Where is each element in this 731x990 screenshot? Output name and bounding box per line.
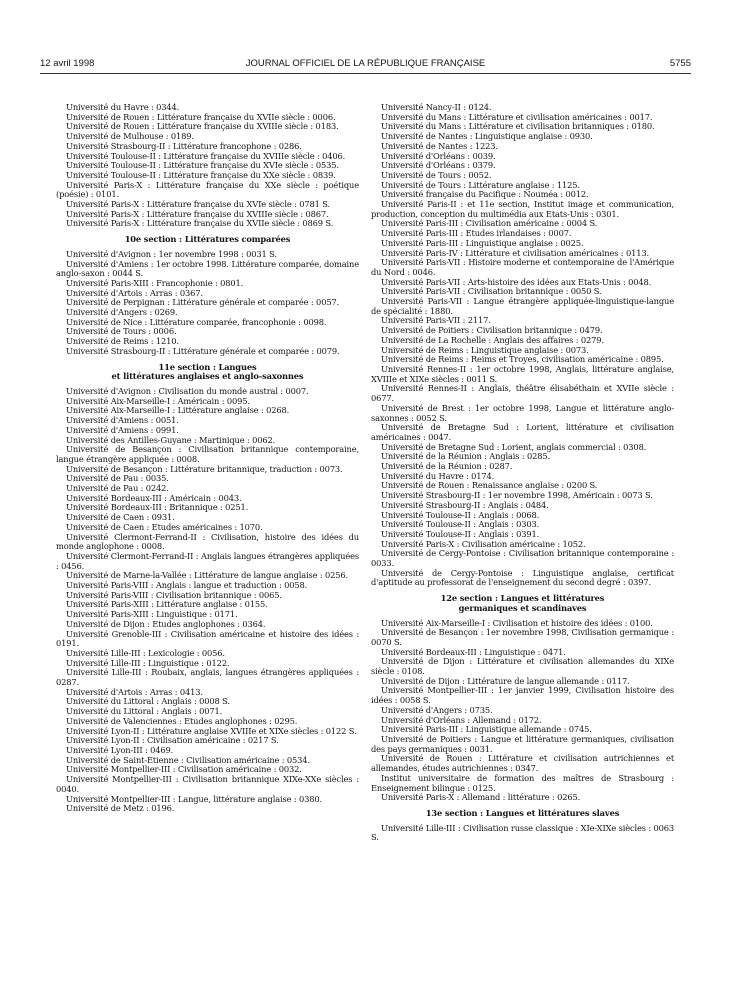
list-item: Université Paris-XIII : Francophonie : 0801. (66, 277, 244, 288)
list-item: Université Paris-IV : Littérature et civilisation américaines : 0113. (381, 247, 649, 258)
list-item: Université d'Orléans : 0379. (381, 160, 496, 171)
list-item: Université française du Pacifique : Nouméa : 0012. (381, 189, 589, 200)
right-column (371, 103, 674, 843)
page-header (40, 58, 691, 72)
list-item: Université Paris-III : Linguistique anglaise : 0025. (381, 237, 584, 248)
list-item: Université Montpellier-III : 1er janvier 1999, Civilisation histoire des idées : 0058 S. (371, 685, 674, 706)
section-heading (371, 594, 674, 613)
list-item: Université de Caen : Etudes américaines : 1070. (66, 521, 263, 532)
list-item: Université Bordeaux-III : Américain : 0043. (66, 492, 242, 503)
list-item: Université d'Orléans : Allemand : 0172. (381, 714, 542, 725)
list-item: Université de Reims : 1210. (66, 336, 179, 347)
list-item: Université Aix-Marseille-I : Littérature anglaise : 0268. (66, 405, 290, 416)
list-item: Université Rennes-II : 1er octobre 1998, Anglais, littérature anglaise, XVIIIe et XIXe siècles : 0011 S. (371, 363, 674, 384)
section-heading (56, 363, 359, 382)
list-item: Université de Bretagne Sud : Lorient, anglais commercial : 0308. (381, 441, 647, 452)
list-item: Université Paris-X : Allemand : littérature : 0265. (381, 792, 581, 803)
list-item: Université Lyon-II : Littérature anglaise XVIIIe et XIXe siècles : 0122 S. (66, 725, 357, 736)
list-item: Université de Brest : 1er octobre 1998, Langue et littérature anglo-saxonnes : 0052 S. (371, 402, 674, 423)
list-item: Université de Rouen : Littérature et civilisation autrichiennes et allemandes, études autrichiennes : 0347. (371, 753, 674, 774)
list-item: Université de Tours : 0006. (66, 326, 177, 337)
list-item: Université de Mulhouse : 0189. (66, 131, 194, 142)
list-item: Université Montpellier-III : Civilisation britannique XIXe-XXe siècles : 0040. (56, 774, 359, 794)
list-item: Université Paris-XIII : Linguistique : 0171. (66, 609, 238, 620)
header-page-number: 5755 (669, 58, 691, 69)
list-item: Université Lyon-III : 0469. (66, 745, 174, 755)
list-item: Université de La Rochelle : Anglais des affaires : 0279. (381, 334, 604, 345)
list-item: Université Toulouse-II : Littérature française du XVIe siècle : 0535. (66, 160, 339, 171)
list-item: Université Paris-VII : Arts-histoire des idées aux Etats-Unis : 0048. (381, 276, 652, 287)
list-item: Université Paris-X : Littérature française du XXe siècle : poétique (poésie) : 0101. (56, 179, 359, 200)
list-item: Université de Besançon : Civilisation britannique contemporaine, langue étrangère appliquée : 0008. (56, 444, 359, 464)
list-item: Université de Pau : 0035. (66, 473, 169, 484)
header-date: 12 avril 1998 (40, 58, 95, 69)
list-item: Université Paris-VII : Histoire moderne et contemporaine de l'Amérique du Nord : 0046. (371, 257, 674, 277)
list-item: Université de Nantes : Linguistique anglaise : 0930. (381, 131, 593, 142)
list-item: Université du Littoral : Anglais : 0071. (66, 706, 223, 717)
list-item: Université Paris-VIII : Civilisation britannique : 0065. (66, 589, 282, 600)
list-item: Université de Poitiers : Civilisation britannique : 0479. (381, 325, 603, 336)
list-item: Université Toulouse-II : Anglais : 0391. (381, 528, 540, 539)
list-item: Université de Rouen : Littérature française du XVIIe siècle : 0006. (66, 111, 336, 122)
list-item: Université Strasbourg-II : Littérature générale et comparée : 0079. (66, 345, 340, 356)
list-item: Institut universitaire de formation des maîtres de Strasbourg : Enseignement bilingue : 0125. (371, 772, 674, 793)
list-item: Université d'Amiens : 0051. (66, 415, 179, 426)
list-item: Université Strasbourg-II : 1er novembre 1998, Américain : 0073 S. (381, 490, 653, 501)
list-item: Université Montpellier-III : Langue, littérature anglaise : 0380. (66, 793, 323, 804)
list-item: Université Lille-III : Lexicologie : 0056. (66, 647, 225, 658)
list-item: Université Bordeaux-III : Linguistique : 0471. (381, 646, 566, 657)
list-item: Université Bordeaux-III : Britannique : 0251. (66, 502, 249, 513)
list-item: Université Strasbourg-II : Anglais : 0484. (381, 499, 549, 510)
list-item: Université Montpellier-III : Civilisation américaine : 0032. (66, 764, 302, 775)
header-rule (40, 73, 691, 74)
list-item: Université de Nice : Littérature comparée, francophonie : 0098. (66, 316, 327, 327)
list-item: Université de Dijon : Littérature de langue allemande : 0117. (381, 675, 630, 686)
list-item: Université Paris-II : et 11e section, Institut image et communication, production, conception du multimédia aux Etats-Unis : 0301. (371, 199, 674, 219)
list-item: Université d'Amiens : 0991. (66, 424, 179, 435)
list-item: Université de Rouen : Renaissance anglaise : 0200 S. (381, 480, 598, 491)
list-item: Université Lille-III : Civilisation russe classique : XIe-XIXe siècles : 0063 S. (371, 822, 674, 843)
list-item: Université Paris-III : Etudes irlandaises : 0007. (381, 228, 572, 239)
list-item: Université Toulouse-II : Anglais : 0068. (381, 509, 540, 520)
list-item: Université Paris-X : Littérature française du XVIIIe siècle : 0867. (66, 208, 329, 219)
list-item: Université de Dijon : Etudes anglophones : 0364. (66, 618, 266, 629)
list-item: Université du Havre : 0174. (381, 470, 495, 481)
list-item: Université Paris-VII : Langue étrangère appliquée-linguistique-langue de spécialité : 1880. (371, 296, 674, 316)
list-item: Université de Pau : 0242. (66, 483, 169, 494)
list-item: Université Paris-X : Littérature française du XVIIe siècle : 0869 S. (66, 218, 334, 229)
list-item: Université du Havre : 0344. (66, 102, 180, 112)
list-item: Université Paris-III : Linguistique allemande : 0745. (381, 724, 592, 735)
list-item: Université Paris-XIII : Littérature anglaise : 0155. (66, 599, 268, 610)
section-heading (56, 235, 359, 245)
list-item: Université d'Amiens : 1er octobre 1998. Littérature comparée, domaine anglo-saxon : 0044 S. (56, 258, 359, 279)
list-item: Université de Perpignan : Littérature générale et comparée : 0057. (66, 297, 340, 308)
list-item: Université de Rouen : Littérature française du XVIIIe siècle : 0183. (66, 121, 339, 132)
list-item: Université de Caen : 0931. (66, 512, 175, 523)
list-item: Université de Besançon : Littérature britannique, traduction : 0073. (66, 463, 343, 474)
list-item: Université Paris-VIII : Anglais : langue et traduction : 0058. (66, 580, 308, 591)
list-item: Université du Mans : Littérature et civilisation britanniques : 0180. (381, 121, 655, 132)
list-item: Université de Valenciennes : Etudes anglophones : 0295. (66, 715, 298, 726)
list-item: Université Strasbourg-II : Littérature francophone : 0286. (66, 140, 302, 151)
list-item: Université Aix-Marseille-I : Civilisation et histoire des idées : 0100. (381, 617, 653, 628)
list-item: Université de Tours : 0052. (381, 169, 492, 180)
list-item: Université Clermont-Ferrand-II : Anglais langues étrangères appliquées : 0456. (56, 550, 359, 571)
list-item: Université de Cergy-Pontoise : Linguistique anglaise, certificat d'aptitude au professorat de l'enseignement du second degré : 0397. (371, 567, 674, 588)
list-item: Université Paris-VII : 2117. (381, 315, 491, 326)
list-item: Université du Mans : Littérature et civilisation américaines : 0017. (381, 111, 653, 122)
list-item: Université d'Artois : Arras : 0413. (66, 686, 203, 697)
list-item: Université Lille-III : Linguistique : 0122. (66, 657, 230, 668)
list-item: Université de Bretagne Sud : Lorient, littérature et civilisation américaines : 0047. (371, 422, 674, 442)
list-item: Université d'Avignon : 1er novembre 1998 : 0031 S. (66, 248, 277, 259)
list-item: Université Toulouse-II : Anglais : 0303. (381, 519, 540, 530)
list-item: Université de Besançon : 1er novembre 1998, Civilisation germanique : 0070 S. (371, 627, 674, 647)
list-item: Université de la Réunion : Anglais : 0285. (381, 451, 551, 462)
list-item: Université d'Angers : 0269. (66, 307, 178, 318)
section-heading-line: germaniques et scandinaves (458, 602, 587, 613)
list-item: Université d'Avignon : Civilisation du monde austral : 0007. (66, 385, 309, 396)
list-item: Université d'Artois : Arras : 0367. (66, 287, 203, 298)
list-item: Université Nancy-II : 0124. (381, 102, 492, 112)
section-heading (371, 809, 674, 819)
section-heading-line: 10e section : Littératures comparées (124, 234, 291, 245)
list-item: Université de Poitiers : Langue et littérature germaniques, civilisation des pays germaniques : 0031. (371, 734, 674, 754)
list-item: Université du Littoral : Anglais : 0008 S. (66, 696, 230, 707)
list-item: Université de Reims : Reims et Troyes, civilisation américaine : 0895. (381, 354, 664, 365)
list-item: Université d'Angers : 0735. (381, 704, 493, 715)
list-item: Université de Marne-la-Vallée : Littérature de langue anglaise : 0256. (66, 570, 349, 581)
list-item: Université Paris-VII : Civilisation britannique : 0050 S. (381, 286, 602, 297)
list-item: Université Rennes-II : Anglais, théâtre élisabéthain et XVIIe siècle : 0677. (371, 383, 674, 404)
list-item: Université Toulouse-II : Littérature française du XXe siècle : 0839. (66, 169, 336, 180)
list-item: Université Clermont-Ferrand-II : Civilisation, histoire des idées du monde anglophone : 0008. (56, 531, 359, 552)
list-item: Université de la Réunion : 0287. (381, 461, 513, 472)
list-item: Université Paris-X : Civilisation américaine : 1052. (381, 538, 586, 549)
list-item: Université des Antilles-Guyane : Martinique : 0062. (66, 434, 276, 445)
header-journal-title: JOURNAL OFFICIEL DE LA RÉPUBLIQUE FRANÇAISE (245, 58, 486, 69)
list-item: Université Aix-Marseille-I : Américain : 0095. (66, 395, 250, 406)
list-item: Université Lille-III : Roubaix, anglais, langues étrangères appliquées : 0287. (56, 667, 359, 688)
list-item: Université de Nantes : 1223. (381, 140, 498, 151)
section-heading-line: et littératures anglaises et anglo-saxonnes (111, 371, 304, 382)
left-column (56, 103, 359, 814)
list-item: Université Toulouse-II : Littérature française du XVIIIe siècle : 0406. (66, 150, 346, 161)
section-heading-line: 12e section : Langues et littératures (440, 593, 605, 604)
list-item: Université de Metz : 0196. (66, 803, 175, 814)
list-item: Université Grenoble-III : Civilisation américaine et histoire des idées : 0191. (56, 628, 359, 649)
list-item: Université de Cergy-Pontoise : Civilisation britannique contemporaine : 0033. (371, 548, 674, 569)
list-item: Université Paris-X : Littérature française du XVIe siècle : 0781 S. (66, 199, 330, 210)
list-item: Université de Dijon : Littérature et civilisation allemandes du XIXe siècle : 0108. (371, 656, 674, 677)
list-item: Université Lyon-II : Civilisation américaine : 0217 S. (66, 735, 279, 746)
section-heading-line: 11e section : Langues (158, 361, 257, 372)
list-item: Université de Tours : Littérature anglaise : 1125. (381, 179, 580, 190)
section-heading-line: 13e section : Langues et littératures slaves (425, 807, 620, 818)
list-item: Université d'Orléans : 0039. (381, 150, 496, 161)
list-item: Université de Reims : Linguistique anglaise : 0073. (381, 344, 589, 355)
list-item: Université de Saint-Etienne : Civilisation américaine : 0534. (66, 754, 310, 765)
list-item: Université Paris-III : Civilisation américaine : 0004 S. (381, 218, 598, 229)
